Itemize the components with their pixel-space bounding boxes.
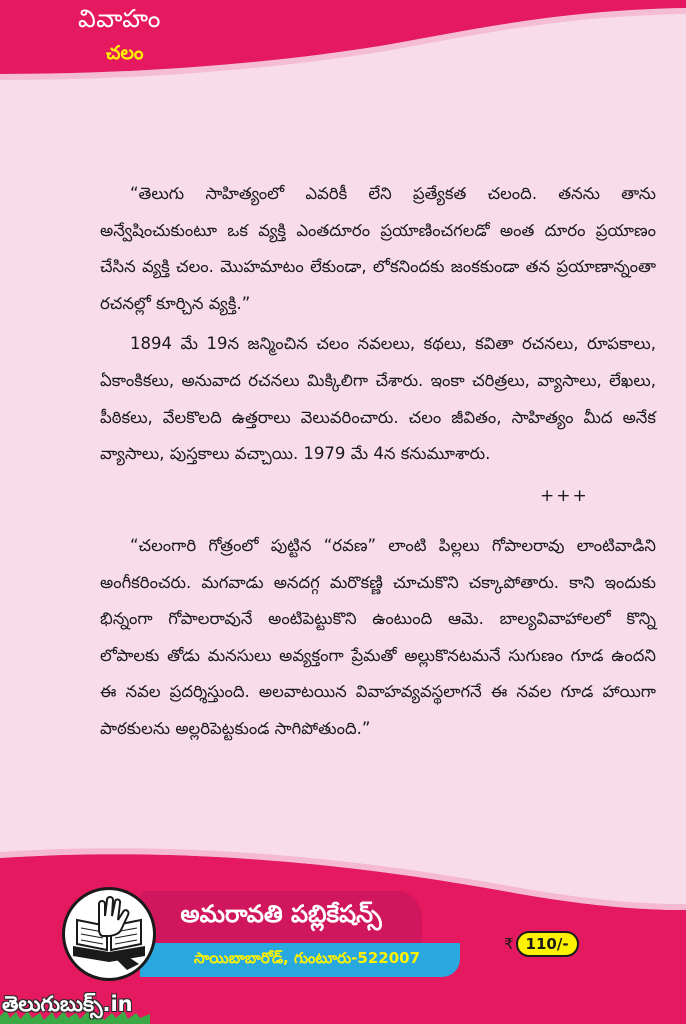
publisher-name: అమరావతి పబ్లికేషన్స్ <box>180 900 382 928</box>
publisher-emblem-icon <box>62 887 156 981</box>
book-title: వివాహం <box>78 4 161 33</box>
publisher-name-box <box>140 891 422 943</box>
review-quote-paragraph: “చలంగారి గోత్రంలో పుట్టిన “రవణ” లాంటి పిల్లలు గోపాలరావు లాంటివాడిని అంగీకరించరు. మగవాడు అనదగ్గ మరొకణ్ణి చూచుకొని చక్కాపోతారు. కాని ఇందుకు భిన్నంగా గోపాలరావునే అంటిపెట్టుకొని ఉంటుంది ఆమె. బాల్యవివాహాలలో కొన్ని లోపాలకు తోడు మనసులు అవ్యక్తంగా ప్రేమతో అల్లుకొనటమనే సుగుణం గూడ ఉందని ఈ నవల ప్రదర్శిస్తుంది. అలవాటయిన వివాహవ్యవస్థలాగనే ఈ నవల గూడ హాయిగా పాఠకులను అల్లరిపెట్టకుండ సాగిపోతుంది.” <box>100 536 656 738</box>
publisher-address-box <box>140 943 460 977</box>
intro-quote-paragraph: “తెలుగు సాహిత్యంలో ఎవరికీ లేని ప్రత్యేకత చలంది. తనను తాను అన్వేషించుకుంటూ ఒక వ్యక్తి ఎంతదూరం ప్రయాణించగలడో అంత దూరం ప్రయాణం చేసిన వ్యక్తి చలం. మొహమాటం లేకుండా, లోకనిందకు జంకకుండా తన ప్రయాణాన్నంతా రచనల్లో కూర్చిన వ్యక్తి.” <box>100 184 656 313</box>
price-tag <box>504 930 579 958</box>
website-watermark: తెలుగుబుక్స్.in <box>2 992 133 1016</box>
section-separator: +++ <box>540 486 589 506</box>
bio-paragraph: 1894 మే 19న జన్మించిన చలం నవలలు, కథలు, కవితా రచనలు, రూపకాలు, ఏకాంకికలు, అనువాద రచనలు మిక్కిలిగా చేశారు. ఇంకా చరిత్రలు, వ్యాసాలు, లేఖలు, పీఠికలు, వేలకొలది ఉత్తరాలు వెలువరించారు. చలం జీవితం, సాహిత్యం మీద అనేక వ్యాసాలు, పుస్తకాలు వచ్చాయి. 1979 మే 4న కనుమూశారు. <box>100 334 656 464</box>
price-value: 110/- <box>516 931 579 957</box>
rupee-symbol: ₹ <box>504 935 514 953</box>
review-text <box>100 528 656 748</box>
top-band <box>0 0 686 80</box>
blurb-text <box>100 176 656 473</box>
publisher-address: సాయిబాబారోడ్, గుంటూరు-522007 <box>193 949 421 967</box>
publisher-logo-block <box>62 883 422 983</box>
book-author: చలం <box>106 42 144 64</box>
